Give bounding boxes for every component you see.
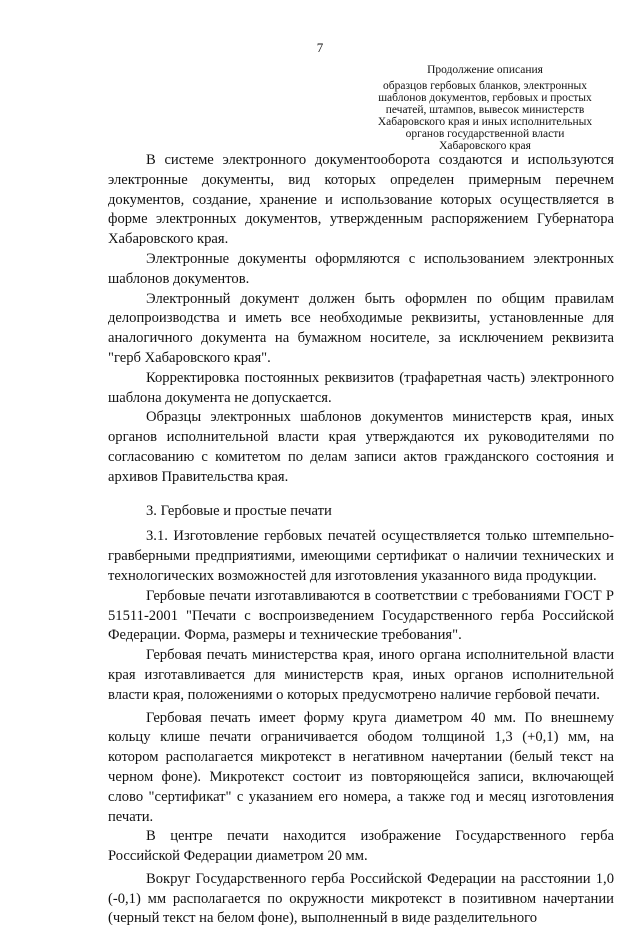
header-title: Продолжение описания xyxy=(427,64,543,76)
body-paragraph: Образцы электронных шаблонов документов министерств края, иных органов исполнительной власти края утверждаются их руководителями по согласованию с комитетом по делам записи актов гражданского состояния и архивов Правительства края. xyxy=(108,409,614,485)
section-paragraph: В центре печати находится изображение Государственного герба Российской Федерации диаметром 20 мм. xyxy=(108,828,614,865)
section-paragraph: Гербовая печать имеет форму круга диаметром 40 мм. По внешнему кольцу клише печати ограничивается ободом толщиной 1,3 (+0,1) мм, на котором располагается микротекст в негативном начертании (белый текст на черном фоне). Микротекст состоит из повторяющейся записи, включающей слово "сертификат" с указанием его номера, а также год и месяц изготовления печати. xyxy=(108,709,614,825)
header-line: Хабаровского края xyxy=(439,140,531,152)
body-paragraph: В системе электронного документооборота создаются и используются электронные документы, вид которых определен примерным перечнем документов, создание, хранение и использование которых осуществляется в форме электронных документов, утвержденным распоряжением Губернатора Хабаровского края. xyxy=(108,152,614,248)
header-line: печатей, штампов, вывесок министерств xyxy=(385,104,585,116)
section-paragraph: Гербовая печать министерства края, иного органа исполнительной власти края изготавливается для министерств края, иных органов исполнительной власти края, положениями о которых предусмотрено наличие гербовой печати. xyxy=(108,647,614,703)
section-paragraph: Вокруг Государственного герба Российской Федерации на расстоянии 1,0 (-0,1) мм располагается по окружности микротекст в позитивном начертании (черный текст на белом фоне), выполненный в виде разделительного xyxy=(108,870,614,927)
section-heading: 3. Гербовые и простые печати xyxy=(146,502,332,519)
header-line: Хабаровского края и иных исполнительных xyxy=(377,116,593,128)
document-header xyxy=(350,64,620,152)
header-line: шаблонов документов, гербовых и простых xyxy=(378,92,592,104)
page-number: 7 xyxy=(316,40,324,55)
header-line: образцов гербовых бланков, электронных xyxy=(383,80,587,92)
body-paragraph: Электронный документ должен быть оформлен по общим правилам делопроизводства и иметь все необходимые реквизиты, установленные для аналогичного документа на бумажном носителе, за исключением реквизита "герб Хабаровского края". xyxy=(108,290,614,366)
section-paragraph: 3.1. Изготовление гербовых печатей осуществляется только штемпельно-гравберными предприятиями, имеющими сертификат о наличии технических и технологических возможностей для изготовления указанного вида продукции. xyxy=(108,528,614,584)
body-paragraph: Корректировка постоянных реквизитов (трафаретная часть) электронного шаблона документа не допускается. xyxy=(108,369,614,406)
document-body xyxy=(108,151,614,929)
header-line: органов государственной власти xyxy=(405,128,565,140)
section-paragraph: Гербовые печати изготавливаются в соответствии с требованиями ГОСТ Р 51511-2001 "Печати с воспроизведением Государственного герба Российской Федерации. Форма, размеры и технические требования". xyxy=(108,587,614,644)
body-paragraph: Электронные документы оформляются с использованием электронных шаблонов документов. xyxy=(108,250,614,287)
